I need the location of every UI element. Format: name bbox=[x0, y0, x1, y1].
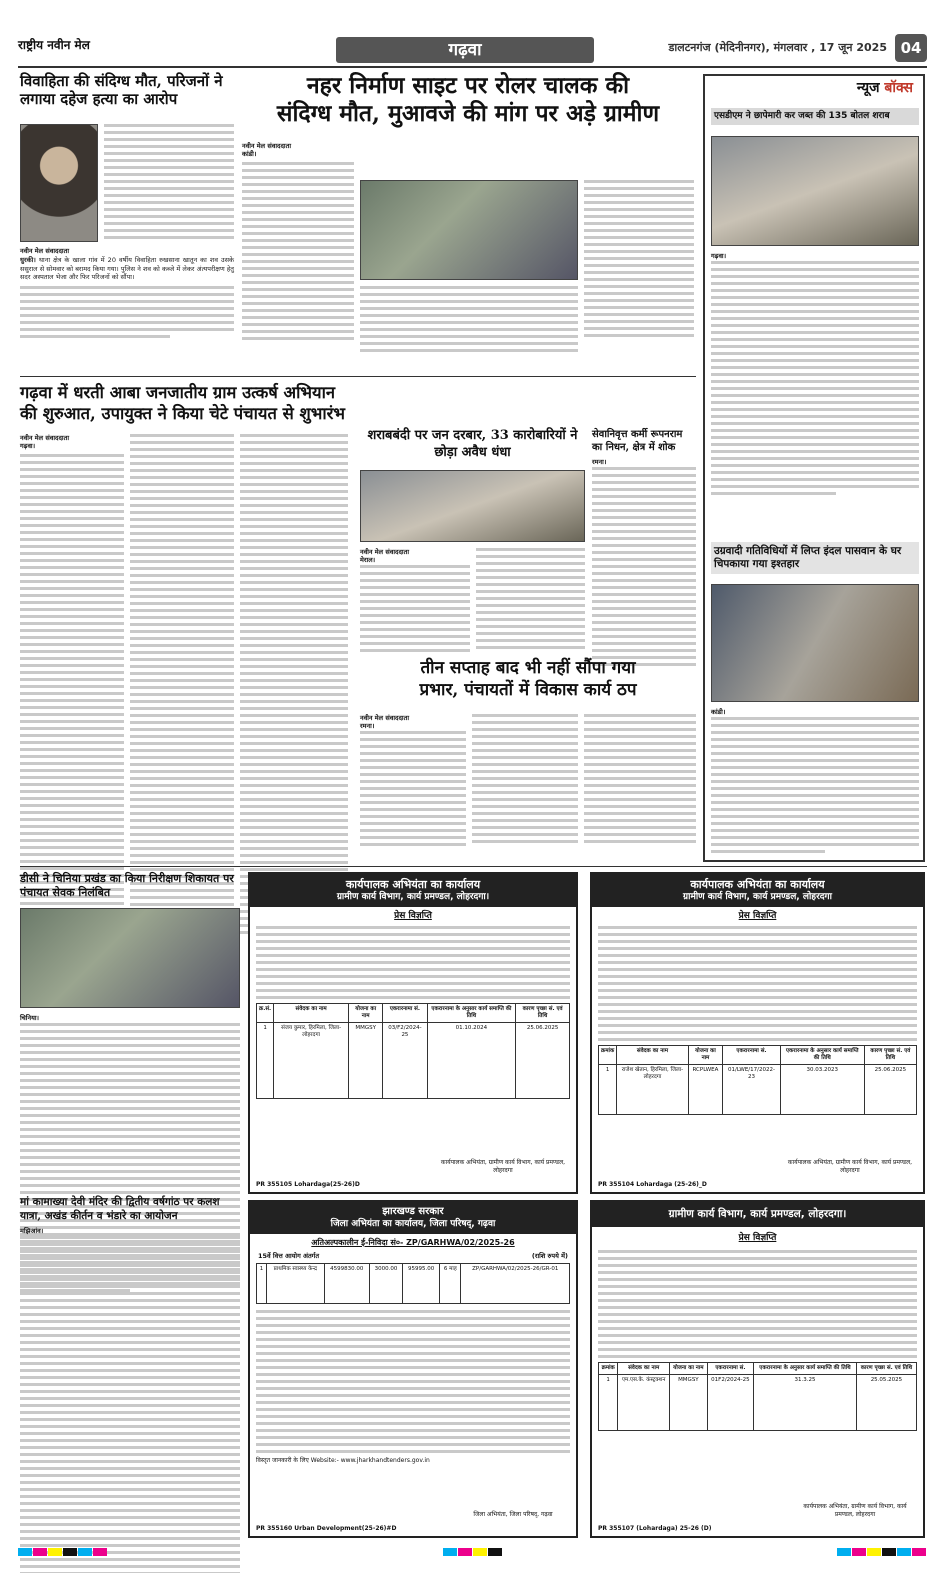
notice-d-cell: 1 bbox=[599, 1375, 618, 1431]
notice-a-col-4: एकरारनामा के अनुसार कार्य समाप्ति की तिथि bbox=[427, 1004, 516, 1023]
notice-a-signature: कार्यपालक अभियंता, ग्रामीण कार्य विभाग, कार्य प्रमण्डल, लोहरदगा bbox=[440, 1159, 566, 1174]
notice-a-cell: 25.06.2025 bbox=[516, 1023, 570, 1099]
notice-a-col-3: एकरारनामा सं. bbox=[383, 1004, 427, 1023]
story-dowry-lead: थाना क्षेत्र के खाला गांव में 20 वर्षीय विवाहिता रुखसाना खातून का शव उसके ससुराल से सोमवार को बरामद किया गया। पुलिस ने शव को कब्जे में लेकर अंत्यपरीक्षण हेतु सदर अस्पताल भेजा और फिर परिजनों को सौंपा। bbox=[20, 255, 234, 282]
notice-c-sub: 15वें वित्त आयोग अंतर्गत bbox=[258, 1251, 320, 1260]
story-liquor-byline: नवीन मेल संवाददाता bbox=[360, 548, 409, 556]
notice-c-head-2: जिला अभियंता का कार्यालय, जिला परिषद्, गढ़वा bbox=[330, 1218, 496, 1229]
story-temple-dateline: मझिआंव। bbox=[20, 1227, 44, 1236]
news-box bbox=[703, 74, 925, 862]
news-box-item1-dateline: गढ़वा। bbox=[711, 252, 727, 260]
news-box-title-b: बॉक्स bbox=[884, 80, 913, 96]
story-charge-byline: नवीन मेल संवाददाता bbox=[360, 714, 409, 722]
notice-c-cell: 1 bbox=[257, 1263, 267, 1303]
notice-b-head-1: कार्यपालक अभियंता का कार्यालय bbox=[690, 878, 825, 891]
story-lead-byline: नवीन मेल संवाददाता bbox=[242, 142, 291, 150]
notice-c-cell: 3000.00 bbox=[370, 1263, 403, 1303]
victim-photo bbox=[20, 124, 98, 242]
notice-c-website: विस्तृत जानकारी के लिए Website:- www.jharkhandtenders.gov.in bbox=[256, 1456, 430, 1464]
story-lead-dateline: कांडी। bbox=[242, 150, 257, 159]
news-box-item2-headline: उग्रवादी गतिविधियों में लिप्त इंदल पासवान के घर चिपकाया गया इश्तहार bbox=[711, 542, 919, 574]
notice-d-col-5: कारण पृच्छा सं. एवं तिथि bbox=[856, 1363, 916, 1375]
page-number: 04 bbox=[895, 34, 927, 62]
notice-a-col-1: संवेदक का नाम bbox=[274, 1004, 349, 1023]
notice-d-head: ग्रामीण कार्य विभाग, कार्य प्रमण्डल, लोहरदगा। bbox=[592, 1202, 923, 1227]
notice-c-cell: ZP/GARHWA/02/2025-26/GR-01 bbox=[461, 1263, 570, 1303]
notice-a-table bbox=[256, 1003, 570, 1099]
notice-a bbox=[248, 872, 578, 1194]
notice-c-amount-unit: (राशि रुपये में) bbox=[531, 1251, 568, 1260]
notice-b-col-4: एकरारनामा के अनुसार कार्य समाप्ति की तिथि bbox=[780, 1046, 864, 1065]
notice-c-signature: जिला अभियंता, जिला परिषद्, गढ़वा bbox=[473, 1510, 553, 1518]
story-charge-headline-1: तीन सप्ताह बाद भी नहीं सौंपा गया bbox=[420, 658, 636, 678]
notice-a-ref: PR 355105 Lohardaga(25-26)D bbox=[256, 1180, 360, 1188]
notice-d-cell: 25.05.2025 bbox=[856, 1375, 916, 1431]
notice-c-ref: PR 355160 Urban Development(25-26)#D bbox=[256, 1524, 397, 1532]
story-obit-dateline: रमना। bbox=[592, 458, 607, 466]
story-temple bbox=[20, 1196, 240, 1530]
notice-d-cell: 01F2/2024-25 bbox=[707, 1375, 753, 1431]
notice-c-head-1: झारखण्ड सरकार bbox=[382, 1206, 444, 1217]
story-dowry bbox=[20, 72, 235, 372]
notice-b bbox=[590, 872, 925, 1194]
notice-a-col-0: क्र.सं. bbox=[257, 1004, 274, 1023]
notice-c-table bbox=[256, 1263, 570, 1304]
notice-d-ref: PR 355107 (Lohardaga) 25-26 (D) bbox=[598, 1524, 712, 1532]
story-tribal-headline-2: की शुरुआत, उपायुक्त ने किया चेटे पंचायत से शुभारंभ bbox=[20, 404, 345, 424]
notice-a-cell: 01.10.2024 bbox=[427, 1023, 516, 1099]
notice-d bbox=[590, 1200, 925, 1538]
notice-d-cell: एम.एस.के. कंस्ट्रक्शन bbox=[618, 1375, 670, 1431]
notice-b-cell: 30.03.2023 bbox=[780, 1065, 864, 1115]
notice-a-cell: संजय कुमार, हिरमिला, जिला-लोहरदगा bbox=[274, 1023, 349, 1099]
notice-b-col-2: योजना का नाम bbox=[688, 1046, 722, 1065]
poster-photo bbox=[711, 584, 919, 702]
notice-d-col-0: क्रमांक bbox=[599, 1363, 618, 1375]
news-box-title-a: न्यूज bbox=[856, 80, 880, 96]
story-lead bbox=[242, 72, 694, 372]
notice-c-cell: 4599830.00 bbox=[324, 1263, 369, 1303]
notice-a-col-5: कारण पृच्छा सं. एवं तिथि bbox=[516, 1004, 570, 1023]
notice-d-title: प्रेस विज्ञप्ति bbox=[738, 1233, 777, 1244]
story-liquor bbox=[360, 428, 585, 652]
notice-b-cell: राजेश खेतान, हिरमिला, जिला-लोहरदगा bbox=[617, 1065, 689, 1115]
story-liquor-headline: शराबबंदी पर जन दरबार, 33 कारोबारियों ने छोड़ा अवैध धंधा bbox=[367, 428, 578, 460]
jan-darbar-photo bbox=[360, 470, 585, 542]
notice-a-title: प्रेस विज्ञप्ति bbox=[394, 911, 432, 921]
notice-a-col-2: योजना का नाम bbox=[349, 1004, 383, 1023]
notice-b-col-0: क्रमांक bbox=[599, 1046, 617, 1065]
story-charge-headline-2: प्रभार, पंचायतों में विकास कार्य ठप bbox=[419, 679, 637, 700]
story-charge-dateline: रमना। bbox=[360, 722, 375, 731]
notice-d-table bbox=[598, 1362, 917, 1431]
notice-c-tender-no: अतिअल्पकालीन ई-निविदा सं०- ZP/GARHWA/02/2025-26 bbox=[311, 1237, 515, 1247]
notice-b-ref: PR 355104 Lohardaga (25-26)_D bbox=[598, 1180, 707, 1188]
raid-photo bbox=[711, 136, 919, 246]
notice-b-col-1: संवेदक का नाम bbox=[617, 1046, 689, 1065]
news-box-item1-headline: एसडीएम ने छापेमारी कर जब्त की 135 बोतल शराब bbox=[711, 108, 919, 125]
story-tribal-dateline: गढ़वा। bbox=[20, 442, 36, 451]
notice-c-cell: 95995.00 bbox=[403, 1263, 440, 1303]
notice-b-head-2: ग्रामीण कार्य विभाग, कार्य प्रमण्डल, लोहरदगा bbox=[683, 891, 832, 902]
news-box-item2-dateline: कांडी। bbox=[711, 708, 726, 716]
notice-a-cell: 1 bbox=[257, 1023, 274, 1099]
notice-d-col-4: एकरारनामा के अनुसार कार्य समाप्ति की तिथि bbox=[754, 1363, 857, 1375]
story-tribal-headline-1: गढ़वा में धरती आबा जनजातीय ग्राम उत्कर्ष अभियान bbox=[20, 383, 336, 402]
notice-d-col-1: संवेदक का नाम bbox=[618, 1363, 670, 1375]
notice-c-cell: प्राथमिक स्वास्थ्य केन्द्र bbox=[267, 1263, 324, 1303]
notice-a-head-2: ग्रामीण कार्य विभाग, कार्य प्रमण्डल, लोहरदगा। bbox=[336, 891, 490, 902]
story-dowry-headline: विवाहिता की संदिग्ध मौत, परिजनों ने लगाया दहेज हत्या का आरोप bbox=[20, 72, 223, 108]
issue-dateline: डालटनगंज (मेदिनीनगर), मंगलवार , 17 जून 2025 bbox=[668, 41, 887, 54]
story-tribal-byline: नवीन मेल संवाददाता bbox=[20, 434, 69, 442]
news-box-title bbox=[857, 80, 913, 98]
notice-c bbox=[248, 1200, 578, 1538]
notice-b-table bbox=[598, 1045, 917, 1115]
notice-b-col-5: कारण पृच्छा सं. एवं तिथि bbox=[864, 1046, 916, 1065]
notice-a-head-1: कार्यपालक अभियंता का कार्यालय bbox=[345, 878, 481, 891]
story-lead-headline-2: संदिग्ध मौत, मुआवजे की मांग पर अड़े ग्रामीण bbox=[276, 100, 660, 128]
notice-d-col-3: एकरारनामा सं. bbox=[707, 1363, 753, 1375]
inspection-photo bbox=[20, 908, 240, 1008]
notice-b-cell: 25.06.2025 bbox=[864, 1065, 916, 1115]
notice-d-cell: MMGSY bbox=[670, 1375, 708, 1431]
notice-b-cell: 01/LWE/17/2022-23 bbox=[723, 1065, 781, 1115]
notice-d-col-2: योजना का नाम bbox=[670, 1363, 708, 1375]
story-ddc-dateline: चिनिया। bbox=[20, 1014, 40, 1022]
notice-a-cell: 03/F2/2024-25 bbox=[383, 1023, 427, 1099]
notice-a-cell: MMGSY bbox=[349, 1023, 383, 1099]
notice-b-col-3: एकरारनामा सं. bbox=[723, 1046, 781, 1065]
notice-d-cell: 31.3.25 bbox=[754, 1375, 857, 1431]
story-ddc-headline: डीसी ने चिनिया प्रखंड का किया निरीक्षण शिकायत पर पंचायत सेवक निलंबित bbox=[20, 872, 234, 900]
masthead-rule bbox=[18, 66, 927, 68]
notice-b-signature: कार्यपालक अभियंता, ग्रामीण कार्य विभाग, कार्य प्रमण्डल, लोहरदगा bbox=[787, 1159, 913, 1174]
notice-b-cell: 1 bbox=[599, 1065, 617, 1115]
lead-crowd-photo bbox=[360, 180, 578, 280]
story-tribal bbox=[20, 382, 350, 862]
notice-b-title: प्रेस विज्ञप्ति bbox=[738, 911, 777, 921]
story-obit bbox=[592, 428, 696, 652]
masthead bbox=[18, 34, 927, 64]
story-charge bbox=[360, 658, 696, 862]
story-dowry-dateline: धुरकी। bbox=[20, 255, 36, 264]
paper-name: राष्ट्रीय नवीन मेल bbox=[18, 38, 90, 52]
story-temple-headline: मां कामाख्या देवी मंदिर की द्वितीय वर्षगांठ पर कलश यात्रा, अखंड कीर्तन व भंडारे का आयोजन bbox=[20, 1196, 220, 1222]
section-label: गढ़वा bbox=[336, 37, 594, 63]
notice-d-signature: कार्यपालक अभियंता, ग्रामीण कार्य विभाग, कार्य प्रमण्डल, लोहरदगा bbox=[803, 1503, 907, 1518]
story-dowry-byline: नवीन मेल संवाददाता bbox=[20, 247, 69, 255]
registration-bar bbox=[18, 1548, 927, 1558]
notice-b-cell: RCPLWEA bbox=[688, 1065, 722, 1115]
story-lead-headline-1: नहर निर्माण साइट पर रोलर चालक की bbox=[306, 72, 630, 99]
notice-c-cell: 6 माह bbox=[440, 1263, 461, 1303]
story-liquor-dateline: मेराल। bbox=[360, 556, 376, 565]
story-obit-headline: सेवानिवृत्त कर्मी रूपनराम का निधन, क्षेत्र में शोक bbox=[592, 429, 683, 453]
